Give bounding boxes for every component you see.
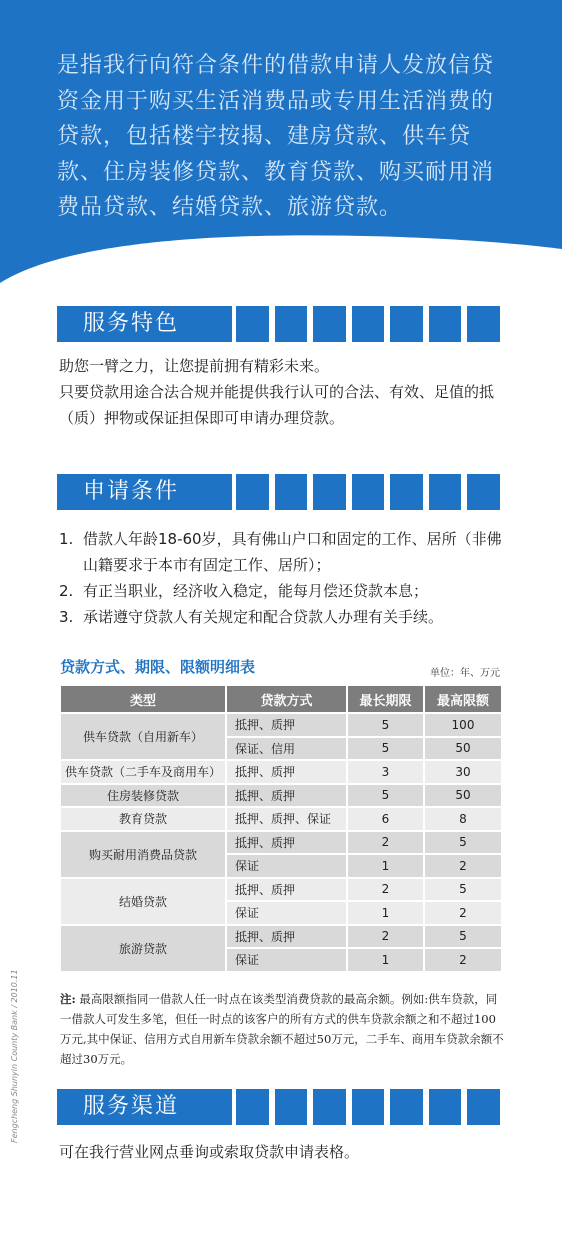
list-text: 借款人年龄18-60岁，具有佛山户口和固定的工作、居所（非佛山籍要求于本市有固定工作、居所）； <box>83 530 502 574</box>
conditions-title: 申请条件 <box>57 474 232 510</box>
method-cell: 抵押、质押 <box>226 760 347 784</box>
type-cell: 购买耐用消费品贷款 <box>60 831 226 878</box>
table-row <box>60 878 502 902</box>
features-line-1: 助您一臂之力，让您提前拥有精彩未来。 <box>59 357 330 375</box>
channels-title: 服务渠道 <box>57 1089 232 1125</box>
column-header: 最高限额 <box>424 685 502 713</box>
term-cell: 5 <box>347 784 424 808</box>
hero-curve <box>0 235 562 305</box>
limit-cell: 2 <box>424 901 502 925</box>
list-number: 2. <box>59 582 74 600</box>
list-text: 承诺遵守贷款人有关规定和配合贷款人办理有关手续。 <box>83 608 444 626</box>
term-cell: 1 <box>347 854 424 878</box>
column-header: 贷款方式 <box>226 685 347 713</box>
channels-header <box>57 1089 500 1125</box>
intro-text: 是指我行向符合条件的借款申请人发放信贷资金用于购买生活消费品或专用生活消费的贷款，包括楼宇按揭、建房贷款、供车贷款、住房装修贷款、教育贷款、购买耐用消费品贷款、结婚贷款、旅游贷款。 <box>57 53 495 221</box>
type-cell: 住房装修贷款 <box>60 784 226 808</box>
table-title: 贷款方式、期限、限额明细表 <box>60 658 256 676</box>
conditions-header <box>57 474 500 510</box>
list-item <box>59 578 504 604</box>
features-title: 服务特色 <box>57 306 232 342</box>
list-item <box>59 604 504 630</box>
term-cell: 6 <box>347 807 424 831</box>
method-cell: 抵押、质押 <box>226 831 347 855</box>
limit-cell: 2 <box>424 948 502 972</box>
list-number: 1. <box>59 530 74 548</box>
list-item <box>59 526 504 578</box>
method-cell: 保证、信用 <box>226 737 347 761</box>
limit-cell: 100 <box>424 713 502 737</box>
limit-cell: 8 <box>424 807 502 831</box>
loan-table <box>59 684 503 973</box>
method-cell: 保证 <box>226 854 347 878</box>
column-header: 类型 <box>60 685 226 713</box>
method-cell: 抵押、质押 <box>226 925 347 949</box>
table-row <box>60 925 502 949</box>
term-cell: 2 <box>347 831 424 855</box>
type-cell: 结婚贷款 <box>60 878 226 925</box>
header-stripes <box>236 1089 500 1125</box>
header-stripes <box>236 474 500 510</box>
limit-cell: 5 <box>424 878 502 902</box>
limit-cell: 30 <box>424 760 502 784</box>
type-cell: 教育贷款 <box>60 807 226 831</box>
table-row <box>60 807 502 831</box>
term-cell: 2 <box>347 925 424 949</box>
limit-cell: 5 <box>424 925 502 949</box>
features-line-2: 只要贷款用途合法合规并能提供我行认可的合法、有效、足值的抵（质）押物或保证担保即可申请办理贷款。 <box>59 383 495 427</box>
term-cell: 1 <box>347 901 424 925</box>
table-row <box>60 831 502 855</box>
term-cell: 2 <box>347 878 424 902</box>
type-cell: 供车贷款（二手车及商用车） <box>60 760 226 784</box>
list-number: 3. <box>59 608 74 626</box>
method-cell: 抵押、质押、保证 <box>226 807 347 831</box>
side-caption: Fengcheng Shunyin County Bank / 2010.11 <box>10 969 19 1143</box>
method-cell: 抵押、质押 <box>226 784 347 808</box>
table-note <box>60 989 505 1069</box>
method-cell: 保证 <box>226 948 347 972</box>
term-cell: 5 <box>347 713 424 737</box>
table-row <box>60 713 502 737</box>
method-cell: 保证 <box>226 901 347 925</box>
term-cell: 1 <box>347 948 424 972</box>
header-stripes <box>236 306 500 342</box>
limit-cell: 50 <box>424 784 502 808</box>
limit-cell: 2 <box>424 854 502 878</box>
column-header: 最长期限 <box>347 685 424 713</box>
type-cell: 供车贷款（自用新车） <box>60 713 226 760</box>
conditions-list <box>59 526 504 630</box>
table-unit: 单位：年、万元 <box>430 668 500 679</box>
note-text: 最高限额指同一借款人任一时点在该类型消费贷款的最高余额。例如:供车贷款，同一借款人可发生多笔，但任一时点的该客户的所有方式的供车贷款余额之和不超过100万元,其中保证、信用方式自用新车贷款余额不超过50万元，二手车、商用车贷款余额不超过30万元。 <box>60 992 504 1066</box>
table-row <box>60 760 502 784</box>
type-cell: 旅游贷款 <box>60 925 226 972</box>
method-cell: 抵押、质押 <box>226 713 347 737</box>
limit-cell: 50 <box>424 737 502 761</box>
term-cell: 3 <box>347 760 424 784</box>
list-text: 有正当职业，经济收入稳定，能每月偿还贷款本息； <box>83 582 429 600</box>
table-row <box>60 784 502 808</box>
limit-cell: 5 <box>424 831 502 855</box>
table-header-row <box>60 685 502 713</box>
term-cell: 5 <box>347 737 424 761</box>
method-cell: 抵押、质押 <box>226 878 347 902</box>
features-header <box>57 306 500 342</box>
note-label: 注: <box>60 992 76 1006</box>
channels-text: 可在我行营业网点垂询或索取贷款申请表格。 <box>59 1143 360 1161</box>
